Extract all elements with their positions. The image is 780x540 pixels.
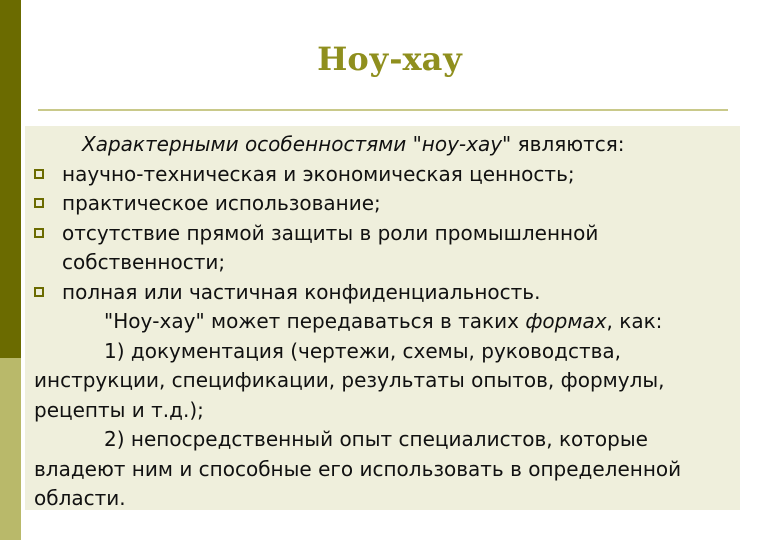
bullet-item xyxy=(34,160,732,190)
bullet-text: практическое использование; xyxy=(62,191,381,215)
content-box xyxy=(25,126,740,510)
bullet-item xyxy=(34,278,732,308)
square-bullet-icon xyxy=(34,287,44,297)
forms-before: "Ноу-хау" может передаваться в таких xyxy=(104,309,526,333)
bullet-text: научно-техническая и экономическая ценность; xyxy=(62,161,575,186)
bullet-continuation: собственности; xyxy=(62,250,226,274)
forms-after: , как: xyxy=(606,309,663,333)
square-bullet-icon xyxy=(34,228,44,238)
item2-line: области. xyxy=(34,486,126,510)
square-bullet-icon xyxy=(34,198,44,208)
bullet-text: полная или частичная конфиденциальность. xyxy=(62,279,541,304)
title-divider xyxy=(38,109,728,111)
slide-title: Ноу-хау xyxy=(317,40,463,78)
intro-rest: являются: xyxy=(511,132,625,156)
item2-line: владеют ним и способные его использовать в определенной xyxy=(34,456,682,481)
bullet-text: отсутствие прямой защиты в роли промышленной xyxy=(62,220,599,245)
intro-line xyxy=(34,130,732,160)
item2-line: 2) непосредственный опыт специалистов, которые xyxy=(104,427,648,451)
item1-line: 1) документация (чертежи, схемы, руководства, xyxy=(104,338,622,363)
forms-italic: формах xyxy=(525,309,607,333)
item1-line: инструкции, спецификации, результаты опытов, формулы, xyxy=(34,368,665,392)
bullet-item xyxy=(34,219,732,249)
left-accent-bar-light xyxy=(0,358,21,540)
forms-paragraph xyxy=(34,307,732,337)
intro-italic: Характерными особенностями "ноу-хау" xyxy=(82,132,512,156)
square-bullet-icon xyxy=(34,169,44,179)
item1-line: рецепты и т.д.); xyxy=(34,397,204,422)
bullet-item xyxy=(34,189,732,219)
